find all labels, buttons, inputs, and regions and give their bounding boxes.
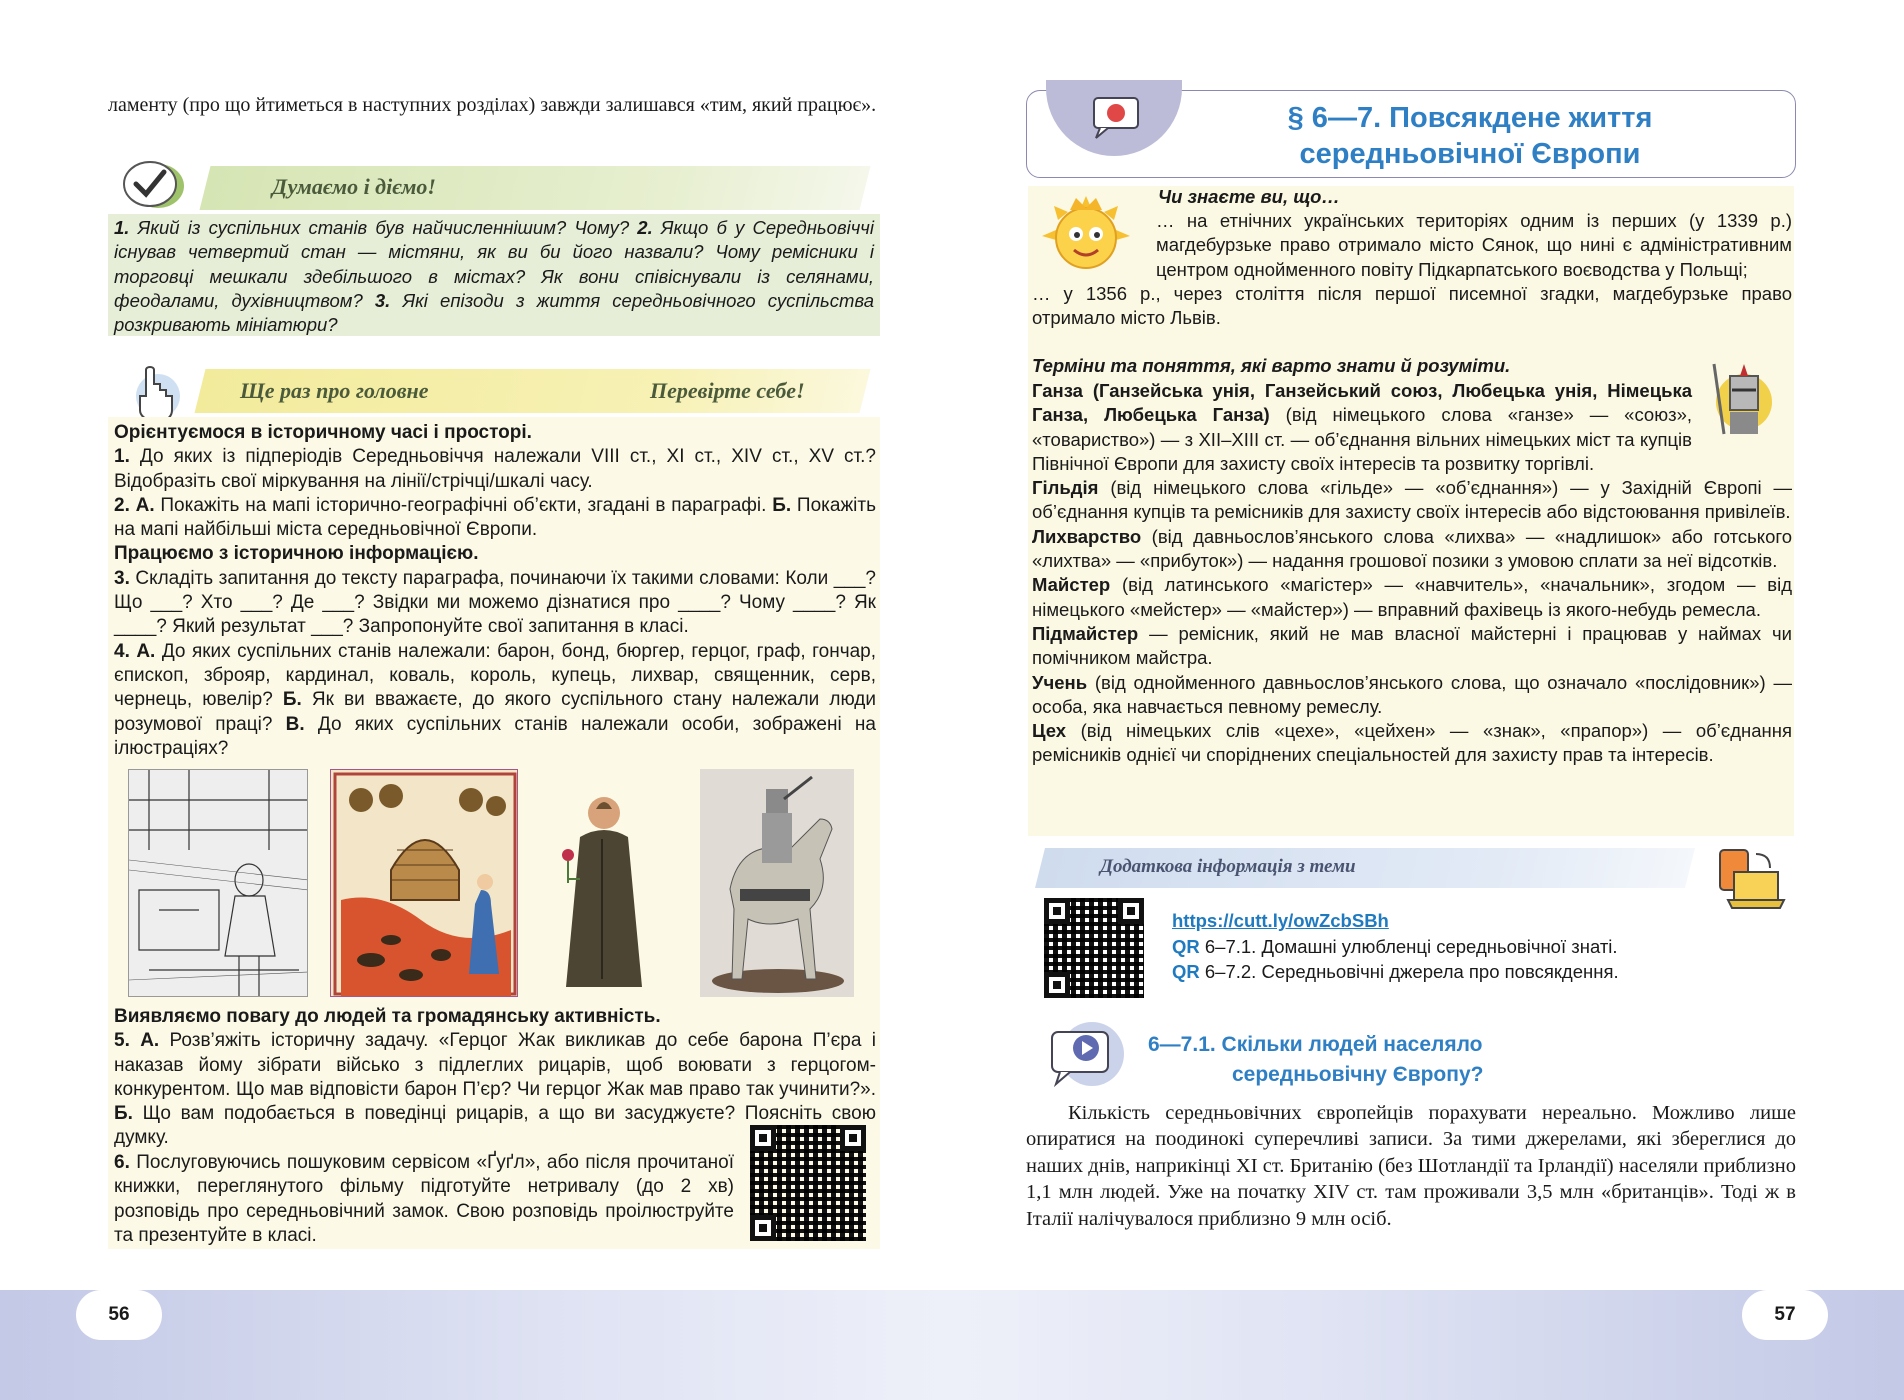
workshop-engraving-illustration [128,769,308,997]
extra-info-link[interactable]: https://cutt.ly/owZcbSBh [1172,910,1389,931]
question-6: 6. Послуговуючись пошуковим сервісом «Ґуґл», або після прочитаної книжки, переглянутого фільму підготуйте нетривалу (до 2 хв) розповідь про середньовічний замок. Свою розповідь проілюструйте та презентуйте в класі. [114,1152,734,1246]
question-1: 1. До яких із підперіодів Середньовіччя належали VIII ст., XI ст., XIV ст., XV ст.? Відобразіть свої міркування на лінії/стрічці/шкалі часу. [114,446,876,492]
think-panel [108,214,880,336]
section-paragraph: Кількість середньовічних європейців порахувати нереально. Можливо лише опиратися на поодинокі суперечливі записи. За тими джерелами, які збереглися до наших днів, наприкінці XI ст. Британію (без Шотландії та Ірландії) населяли приблизно 1,1 млн людей. Уже на початку XIV ст. там проживали 3,5 млн «британців». Тоді ж в Італії налічувалося приблизно 9 млн осіб. [1026,1102,1796,1230]
term-craft-guild: Цех (від німецьких слів «цехе», «цейхен» — «знак», «прапор») — об’єднання ремісників однієї чи споріднених спеціальностей для захисту прав та інтересів. [1032,720,1792,766]
pointing-hand-icon [128,362,182,422]
terms-list [1032,379,1792,768]
term-hanza: Ганза (Ганзейська унія, Ганзейський союз, Любецька унія, Німецька Ганза, Любецька Ганза) (від німецького слова «ганзе» — «союз», «товариство») — з XII–XIII ст. — об’єднання вільних німецьких міст та купців Північної Європи для захисту своїх інтересів та розвитку торгівлі. [1032,380,1692,474]
terms-heading: Терміни та поняття, які варто знати й розуміти. [1032,355,1511,376]
info-heading: Працюємо з історичною інформацією. [114,543,479,565]
did-you-know-fact-2: … у 1356 р., через століття після першої писемної згадки, магдебурзьке право отримало місто Львів. [1032,282,1792,329]
extra-info-banner-label: Додаткова інформація з теми [1100,856,1356,877]
think-q2-num: 2. [637,217,653,238]
question-3: 3. Складіть запитання до тексту параграфа, починаючи їх такими словами: Коли ___? Що ___? Хто ___? Де ___? Звідки ми можемо дізнатися про ____? Чому ____? Як ____? Який результат ___? Запропонуйте свої запитання в класі. [114,567,876,638]
question-5: 5. А. Розв’яжіть історичну задачу. «Герцог Жак викликав до себе барона П’єра і наказав йому зібрати військо з підлеглих рицарів, щоб воювати з герцогом-конкурентом. Що мав відповісти барон П’єр? Чи герцог Жак мав право так учинити?». Б. Що вам подобається в поведінці рицарів, а що ви засуджуєте? Поясніть свою думку. [114,1030,876,1149]
presentation-icon [1090,94,1142,142]
chapter-title-line2: середньовічної Європи [1299,138,1641,170]
think-q3: Які епізоди з життя середньовічного суспільства розкривають мініатюри? [114,289,874,336]
checkmark-bubble-icon [120,156,188,216]
intro-paragraph: ламенту (про що йтиметься в наступних розділах) завжди залишався «тим, який працює». [108,94,877,116]
term-guild: Гільдія (від німецького слова «гільде» — «об’єднання») — у Західній Європі — об’єднання купців та ремісників для захисту своїх інтересів або відстоювання привілеїв. [1032,477,1792,523]
knight-on-horse-illustration [700,769,854,997]
think-q1: Який із суспільних станів був найчисленнішим? Чому? [129,217,638,238]
term-journeyman: Підмайстер — ремісник, який не мав власної майстерні і працював у наймах чи помічником майстра. [1032,622,1792,669]
term-master: Майстер (від латинського «магістер» — «навчитель», «начальник», згодом — від німецького «мейстер» — «майстер») — вправний фахівець із якого-небудь ремесла. [1032,574,1792,620]
page-number-right: 57 [1742,1290,1828,1340]
question-2: 2. А. Покажіть на мапі історично-географічні об’єкти, згадані в параграфі. Б. Покажіть на мапі найбільші міста середньовічної Європи. [114,494,876,541]
did-you-know-text [1032,209,1792,330]
think-q3-num: 3. [374,289,391,311]
page-footer-bar [0,1290,1904,1400]
review-panel [108,417,880,1249]
think-q2: Якщо б у Середньовіччі існував четвертий стан — містяни, як ви би його назвали? Чому ремісники і торговці мешкали здебільшого в містах? Як вони співіснували із селянами, феодалами, духівництвом? [114,217,874,311]
page-number-left: 56 [76,1290,162,1340]
monk-illustration [540,769,670,997]
qr-item-2: QR 6–7.2. Середньовічні джерела про повсякдення. [1172,961,1619,982]
term-usury: Лихварство (від давньослов’янського слова «лихва» — «надлишок» або готського «лихтва» — «прибуток») — надання грошової позики з умовою сплати за неї відсотків. [1032,525,1792,572]
chapter-title [1200,100,1740,172]
qr-code-right[interactable] [1044,898,1144,998]
section-heading-line1: 6—7.1. Скільки людей населяло [1148,1033,1483,1056]
laptop-icon [1716,842,1786,914]
think-q1-num: 1. [114,217,130,238]
qr-code-left[interactable] [750,1125,866,1241]
medieval-miniature-illustration [330,769,518,997]
review-banner-right-label: Перевірте себе! [650,378,805,403]
review-banner-left-label: Ще раз про головне [240,378,429,403]
did-you-know-fact-1: … на етнічних українських територіях одним із перших (у 1339 р.) магдебурзьке право отримало місто Сянок, що нині є адміністративним центром однойменного повіту Підкарпатського воєводства у Польщі; [1156,210,1792,280]
question-4: 4. А. До яких суспільних станів належали: барон, бонд, бюргер, герцог, граф, гончар, єпископ, зброяр, кардинал, коваль, король, купець, лихвар, священник, серв, чернець, ювелір? Б. Як ви вважаєте, до якого суспільного стану належали люди розумової праці? В. До яких суспільних станів належали особи, зображені на ілюстраціях? [114,640,877,759]
video-play-icon [1046,1018,1132,1090]
term-apprentice: Учень (від однойменного давньослов’янського слова, що означало «послідовник») — особа, яка навчається певному ремеслу. [1032,671,1792,717]
orient-heading: Орієнтуємося в історичному часі і просторі. [114,422,532,443]
chapter-title-line1: § 6—7. Повсякдене життя [1287,102,1653,134]
section-heading-line2: середньовічну Європу? [1232,1063,1484,1086]
think-banner-label: Думаємо і діємо! [272,174,436,199]
respect-heading: Виявляємо повагу до людей та громадянську активність. [114,1006,661,1027]
section-heading [1148,1030,1483,1090]
qr-item-1: QR 6–7.1. Домашні улюбленці середньовічної знаті. [1172,936,1618,957]
did-you-know-heading: Чи знаєте ви, що… [1158,186,1340,207]
